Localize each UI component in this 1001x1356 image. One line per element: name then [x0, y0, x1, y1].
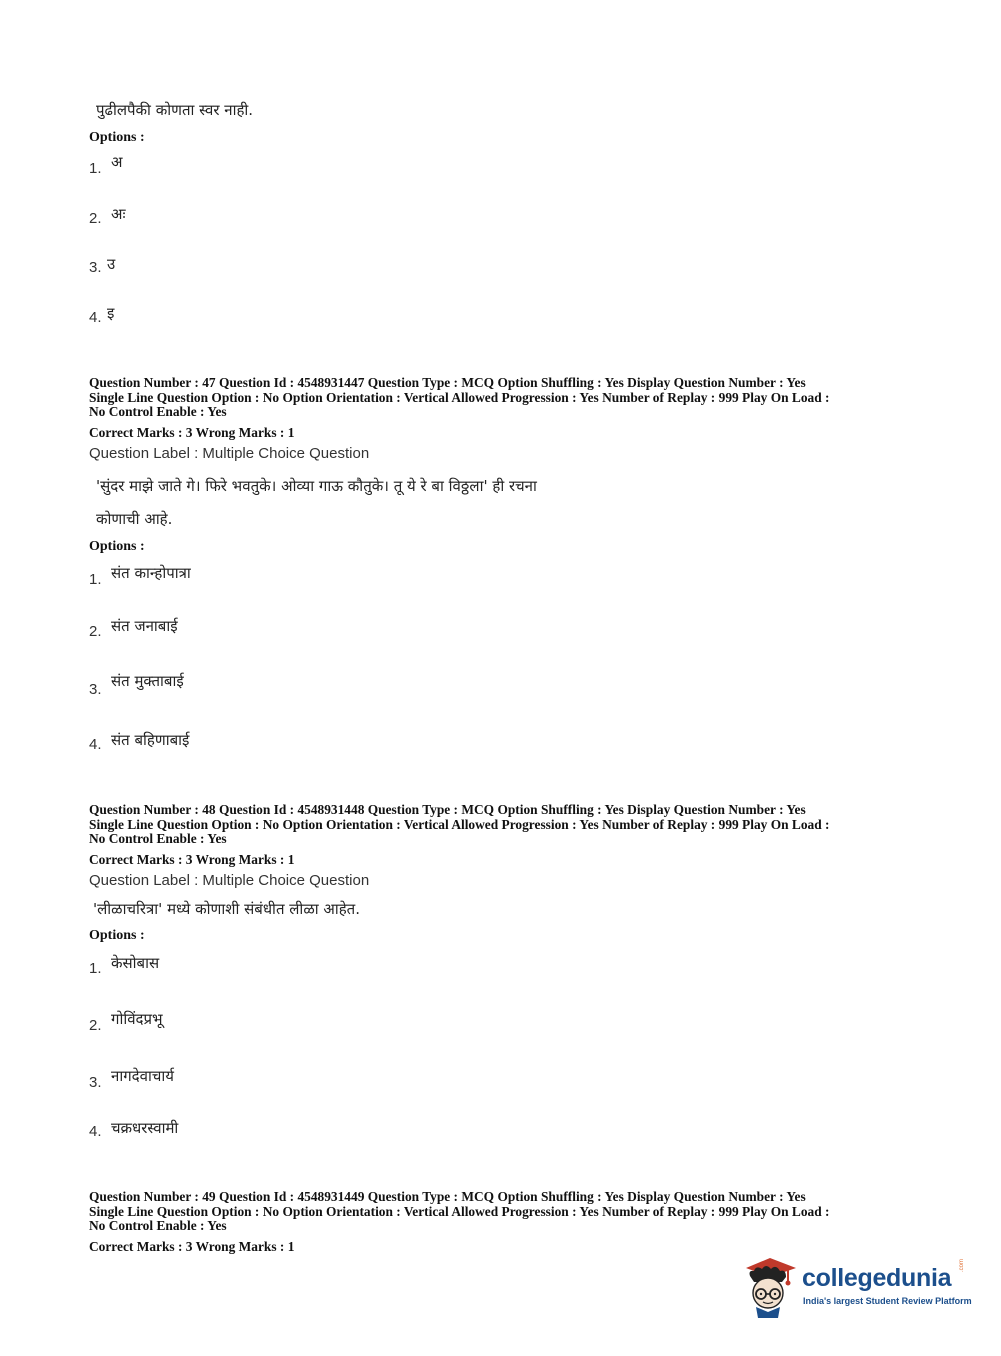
brand-domain: .com: [959, 1258, 965, 1272]
question-meta-line: Single Line Question Option : No Option Orientation : Vertical Allowed Progression : Yes Number of Replay : 999 Play On Load :: [89, 1203, 830, 1219]
option-text: अ: [111, 153, 123, 171]
option-number: 1.: [89, 960, 102, 977]
option-text: संत बहिणाबाई: [111, 731, 190, 749]
option-text: संत जनाबाई: [111, 617, 178, 635]
question-meta-line: Single Line Question Option : No Option Orientation : Vertical Allowed Progression : Yes Number of Replay : 999 Play On Load :: [89, 816, 830, 832]
question-meta: [89, 376, 919, 420]
question-meta: [89, 1190, 919, 1234]
question-label: Question Label : Multiple Choice Question: [89, 445, 370, 462]
option-number: 4.: [89, 736, 102, 753]
marks-line: Correct Marks : 3 Wrong Marks : 1: [89, 1239, 295, 1254]
option-number: 3.: [89, 1074, 102, 1091]
question-text: 'लीळाचरित्रा' मध्ये कोणाशी संबंधीत लीळा आहेत.: [93, 900, 360, 918]
brand-name: collegedunia: [802, 1264, 952, 1292]
option-text: संत मुक्ताबाई: [111, 672, 184, 690]
question-meta-line: Question Number : 49 Question Id : 4548931449 Question Type : MCQ Option Shuffling : Yes Display Question Number : Yes: [89, 1189, 806, 1204]
options-heading: Options :: [89, 539, 145, 554]
option-text: गोविंदप्रभू: [111, 1010, 163, 1028]
question-text: पुढीलपैकी कोणता स्वर नाही.: [96, 101, 254, 119]
option-number: 1.: [89, 571, 102, 588]
question-meta-line: No Control Enable : Yes: [89, 831, 227, 847]
option-number: 2.: [89, 1017, 102, 1034]
option-text: इ: [107, 304, 115, 322]
option-number: 4.: [89, 309, 102, 326]
question-meta-line: No Control Enable : Yes: [89, 1218, 227, 1234]
option-text: अः: [111, 205, 126, 223]
question-label: Question Label : Multiple Choice Question: [89, 872, 370, 889]
option-number: 4.: [89, 1123, 102, 1140]
brand-tagline: India's largest Student Review Platform: [803, 1296, 972, 1306]
option-number: 3.: [89, 681, 102, 698]
option-text: चक्रधरस्वामी: [111, 1119, 179, 1137]
question-text: कोणाची आहे.: [96, 510, 173, 528]
option-number: 1.: [89, 160, 102, 177]
question-meta: [89, 803, 919, 847]
option-number: 3.: [89, 259, 102, 276]
option-number: 2.: [89, 623, 102, 640]
question-meta-line: Question Number : 48 Question Id : 4548931448 Question Type : MCQ Option Shuffling : Yes Display Question Number : Yes: [89, 802, 806, 817]
option-text: उ: [107, 255, 116, 273]
option-text: संत कान्होपात्रा: [111, 564, 191, 582]
collegedunia-logo: [740, 1250, 975, 1320]
marks-line: Correct Marks : 3 Wrong Marks : 1: [89, 852, 295, 867]
options-heading: Options :: [89, 928, 145, 943]
student-mascot-icon: [740, 1250, 800, 1318]
question-text: 'सुंदर माझे जाते गे। फिरे भवतुके। ओव्या गाऊ कौतुके। तू ये रे बा विठ्ठला' ही रचना: [96, 477, 537, 495]
question-meta-line: Question Number : 47 Question Id : 4548931447 Question Type : MCQ Option Shuffling : Yes Display Question Number : Yes: [89, 375, 806, 390]
option-number: 2.: [89, 210, 102, 227]
option-text: केसोबास: [111, 954, 160, 972]
question-meta-line: Single Line Question Option : No Option Orientation : Vertical Allowed Progression : Yes Number of Replay : 999 Play On Load :: [89, 389, 830, 405]
question-meta-line: No Control Enable : Yes: [89, 404, 227, 420]
marks-line: Correct Marks : 3 Wrong Marks : 1: [89, 425, 295, 440]
option-text: नागदेवाचार्य: [111, 1067, 174, 1085]
options-heading: Options :: [89, 130, 145, 145]
